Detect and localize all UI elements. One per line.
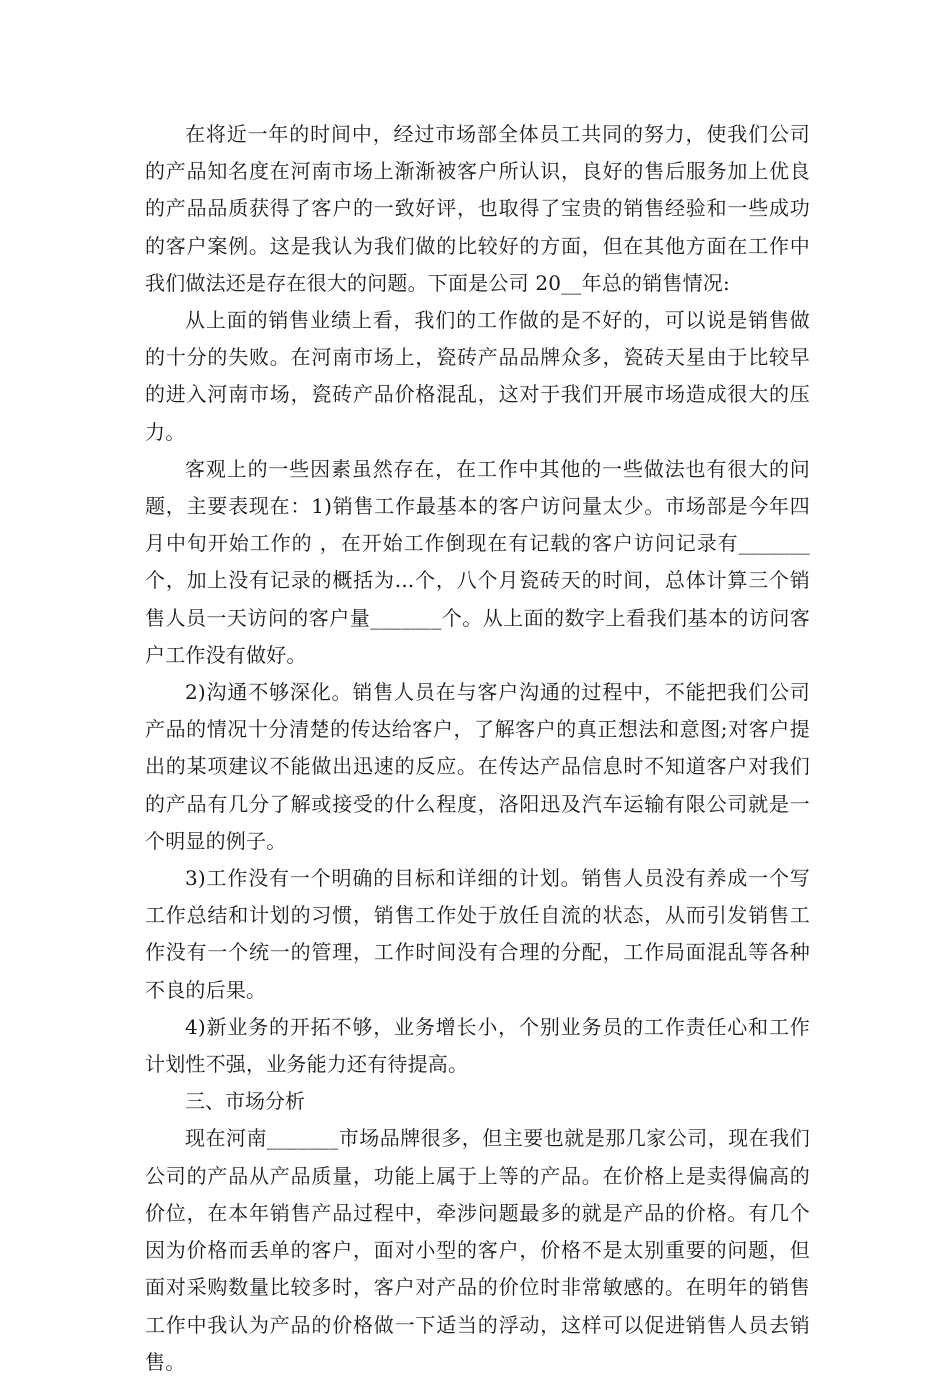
paragraph-new-business: 4)新业务的开拓不够，业务增长小，个别业务员的工作责任心和工作计划性不强，业务能力还有待提高。 — [145, 1014, 810, 1077]
paragraph-problems: 客观上的一些因素虽然存在，在工作中其他的一些做法也有很大的问题，主要表现在：1)销售工作最基本的客户访问量太少。市场部是今年四月中旬开始工作的 ，在开始工作倒现在有记载的客户访问记录有_______个，加上没有记录的概括为...个，八个月瓷砖天的时间，总体计算三个销售人员一天访问的客户量_______个。从上面的数字上看我们基本的访问客户工作没有做好。 — [145, 456, 810, 667]
paragraph-sales-performance: 从上面的销售业绩上看，我们的工作做的是不好的，可以说是销售做的十分的失败。在河南市场上，瓷砖产品品牌众多，瓷砖天星由于比较早的进入河南市场，瓷砖产品价格混乱，这对于我们开展市场造成很大的压力。 — [145, 308, 810, 444]
paragraph-planning: 3)工作没有一个明确的目标和详细的计划。销售人员没有养成一个写工作总结和计划的习惯，销售工作处于放任自流的状态，从而引发销售工作没有一个统一的管理，工作时间没有合理的分配，工作局面混乱等各种不良的后果。 — [145, 866, 810, 1002]
document-body — [145, 116, 810, 1381]
paragraph-communication: 2)沟通不够深化。销售人员在与客户沟通的过程中，不能把我们公司产品的情况十分清楚的传达给客户，了解客户的真正想法和意图;对客户提出的某项建议不能做出迅速的反应。在传达产品信息时不知道客户对我们的产品有几分了解或接受的什么程度，洛阳迅及汽车运输有限公司就是一个明显的例子。 — [145, 680, 810, 853]
paragraph-intro: 在将近一年的时间中，经过市场部全体员工共同的努力，使我们公司的产品知名度在河南市场上渐渐被客户所认识，良好的售后服务加上优良的产品品质获得了客户的一致好评，也取得了宝贵的销售经验和一些成功的客户案例。这是我认为我们做的比较好的方面，但在其他方面在工作中我们做法还是存在很大的问题。下面是公司 20__年总的销售情况: — [145, 122, 810, 295]
section-heading-market-analysis: 三、市场分析 — [185, 1089, 305, 1114]
paragraph-market-analysis: 现在河南_______市场品牌很多，但主要也就是那几家公司，现在我们公司的产品从产品质量，功能上属于上等的产品。在价格上是卖得偏高的价位，在本年销售产品过程中，牵涉问题最多的就是产品的价格。有几个因为价格而丢单的客户，面对小型的客户，价格不是太别重要的问题，但面对采购数量比较多时，客户对产品的价位时非常敏感的。在明年的销售工作中我认为产品的价格做一下适当的浮动，这样可以促进销售人员去销售。 — [145, 1126, 810, 1374]
